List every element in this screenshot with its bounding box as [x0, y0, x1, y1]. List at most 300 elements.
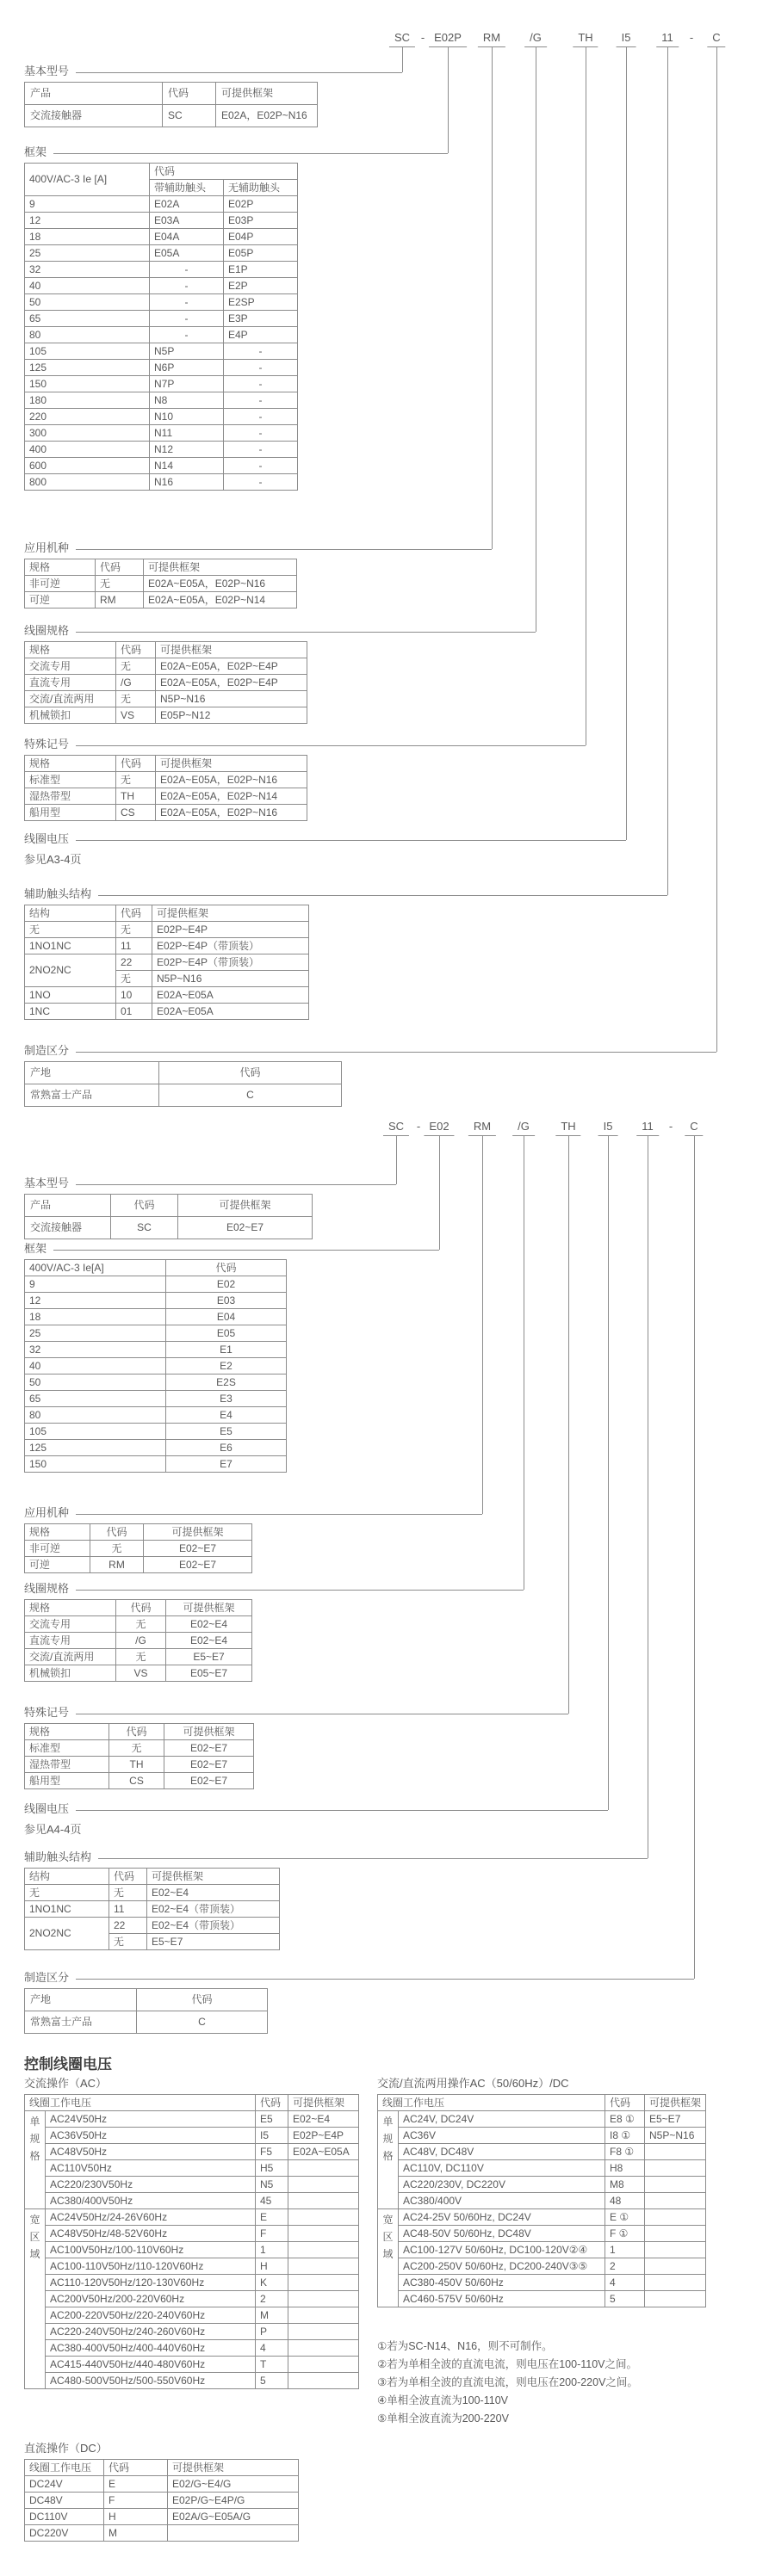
header-cell: 可提供框架 [216, 83, 318, 105]
table-row [25, 1309, 287, 1325]
table-cell: F [256, 2226, 288, 2242]
header-cell: 代码 [109, 1724, 164, 1740]
table-row [25, 2373, 359, 2389]
acdc-operation-block [377, 2078, 706, 2307]
table-cell: E04 [166, 1309, 287, 1325]
connector-line [396, 1136, 397, 1184]
header-cell: 代码 [116, 642, 156, 658]
table-cell: 可逆 [25, 1557, 90, 1573]
table-cell: 无 [25, 1885, 109, 1901]
table-cell: 01 [116, 1004, 152, 1020]
table-row [25, 1217, 313, 1239]
table-cell: AC24-25V 50/60Hz, DC24V [399, 2209, 605, 2226]
header-cell: 结构 [25, 1869, 109, 1885]
header-cell: 可提供框架 [178, 1195, 313, 1217]
table-cell: 1NO [25, 987, 116, 1004]
table-cell: E03A [150, 213, 224, 229]
model-code-segment: TH [555, 1120, 580, 1136]
header-cell: 代码 [104, 2460, 168, 2476]
header-cell: 线圈工作电压 [378, 2095, 605, 2111]
table-row [25, 1665, 252, 1682]
table-cell: 无 [96, 576, 144, 592]
footnote: ①若为SC-N14、N16，则不可制作。 [377, 2340, 553, 2352]
header-cell: 产地 [25, 1062, 159, 1084]
table-cell: 船用型 [25, 805, 116, 821]
table-row [25, 458, 298, 474]
connector-line [694, 1136, 695, 1979]
table-row [25, 1195, 313, 1217]
table-cell: 18 [25, 1309, 166, 1325]
table-cell: E02A~E05A，E02P~E4P [156, 675, 307, 691]
table-row [378, 2111, 706, 2128]
footnote: ②若为单相全波的直流电流，则电压在100-110V之间。 [377, 2358, 637, 2370]
header-cell: 可提供框架 [144, 559, 297, 576]
table-cell: E ① [605, 2209, 645, 2226]
table-row [25, 1260, 287, 1276]
table-row [25, 294, 298, 311]
header-cell: 规格 [25, 559, 96, 576]
header-cell: 可提供框架 [288, 2095, 359, 2111]
table-cell [645, 2226, 706, 2242]
table-row [25, 1004, 309, 1020]
table-cell: AC415-440V50Hz/440-480V60Hz [46, 2357, 256, 2373]
table-row [25, 1062, 342, 1084]
table-row [378, 2177, 706, 2193]
table-cell: AC220/230V, DC220V [399, 2177, 605, 2193]
block-label: 线圈电压 [24, 832, 70, 845]
table-row [25, 1276, 287, 1293]
header-cell: 线圈工作电压 [25, 2095, 256, 2111]
header-cell: 代码 [116, 905, 152, 922]
table-cell: E4 [166, 1407, 287, 1424]
connector-line [439, 1136, 440, 1250]
coil-voltage-note-2: 参见A4-4页 [24, 1823, 82, 1836]
table-row [25, 559, 297, 576]
table-row [25, 474, 298, 491]
special-mark-table-2 [24, 1723, 254, 1789]
block-label: 应用机种 [24, 1506, 70, 1519]
model-code-segment: I5 [617, 31, 636, 47]
table-cell: AC380-450V 50/60Hz [399, 2275, 605, 2291]
table-cell: - [224, 458, 298, 474]
table-cell: 12 [25, 1293, 166, 1309]
table-cell: E2 [166, 1358, 287, 1374]
table-row [25, 1325, 287, 1342]
table-row [378, 2226, 706, 2242]
header-cell: 产品 [25, 1195, 111, 1217]
table-cell: N14 [150, 458, 224, 474]
table-cell: 交流接触器 [25, 1217, 111, 1239]
table-cell: E02~E7 [164, 1757, 254, 1773]
table-cell: 11 [116, 938, 152, 954]
table-cell: E02A~E05A，E02P~N16 [144, 576, 297, 592]
table-cell: - [224, 360, 298, 376]
table-cell: AC110V, DC110V [399, 2160, 605, 2177]
table-cell: 800 [25, 474, 150, 491]
header-cell: 无辅助触头 [224, 180, 298, 196]
table-row [25, 938, 309, 954]
table-row [25, 2340, 359, 2357]
table-cell: E6 [166, 1440, 287, 1456]
table-row [378, 2209, 706, 2226]
table-row [25, 2525, 299, 2542]
table-cell: N5 [256, 2177, 288, 2193]
table-cell: TH [109, 1757, 164, 1773]
table-row [25, 360, 298, 376]
table-cell: VS [116, 707, 156, 724]
table-row [25, 1869, 280, 1885]
dc-operation-table [24, 2459, 299, 2542]
table-row [25, 2160, 359, 2177]
table-row [25, 592, 297, 608]
table-cell: AC48-50V 50/60Hz, DC48V [399, 2226, 605, 2242]
block-label: 交流操作（AC） [24, 2077, 108, 2090]
table-row [25, 1901, 280, 1918]
table-cell: 22 [109, 1918, 147, 1934]
table-cell: E1 [166, 1342, 287, 1358]
table-cell: AC110V50Hz [46, 2160, 256, 2177]
table-cell: 无 [109, 1934, 147, 1950]
table-cell: M8 [605, 2177, 645, 2193]
table-cell: E02A~E05A [152, 987, 309, 1004]
table-cell: 300 [25, 425, 150, 442]
table-cell: 机械锁扣 [25, 1665, 116, 1682]
table-cell: N7P [150, 376, 224, 392]
model-code-segment: /G [512, 1120, 535, 1136]
model-code-segment: C [707, 31, 725, 47]
table-cell: RM [90, 1557, 144, 1573]
header-cell: 代码 [111, 1195, 178, 1217]
table-cell: - [224, 376, 298, 392]
table-row [25, 2209, 359, 2226]
footnotes [377, 2338, 638, 2428]
table-cell: 18 [25, 229, 150, 245]
table-cell: 无 [109, 1885, 147, 1901]
table-cell: N11 [150, 425, 224, 442]
table-cell: 无 [116, 772, 156, 788]
table-cell: E2S [166, 1374, 287, 1391]
table-row [25, 278, 298, 294]
table-row [25, 164, 298, 180]
block-label: 线圈规格 [24, 624, 70, 637]
table-cell [645, 2160, 706, 2177]
model-code-segment: 11 [636, 1120, 659, 1136]
header-cell: 带辅助触头 [150, 180, 224, 196]
model-code-segment: /G [524, 31, 547, 47]
table-cell: E03 [166, 1293, 287, 1309]
table-cell: 48 [605, 2193, 645, 2209]
table-row [25, 1989, 268, 2011]
table-row [25, 2509, 299, 2525]
table-cell: 11 [109, 1901, 147, 1918]
table-cell: K [256, 2275, 288, 2291]
table-row [25, 1633, 252, 1649]
table-cell: F5 [256, 2144, 288, 2160]
table-cell: E04A [150, 229, 224, 245]
table-cell: E02P~E4P [152, 922, 309, 938]
table-cell: AC36V50Hz [46, 2128, 256, 2144]
table-cell: E5~E7 [147, 1934, 280, 1950]
table-cell: E5 [256, 2111, 288, 2128]
table-cell: E05 [166, 1325, 287, 1342]
table-cell: AC48V50Hz [46, 2144, 256, 2160]
table-cell: E02~E4 [166, 1633, 252, 1649]
table-cell: 5 [256, 2373, 288, 2389]
footnote: ④单相全波直流为100-110V [377, 2394, 508, 2406]
table-cell [288, 2275, 359, 2291]
table-row [25, 1885, 280, 1901]
table-row [25, 1342, 287, 1358]
header-cell: 400V/AC-3 Ie[A] [25, 1260, 166, 1276]
table-cell: 9 [25, 196, 150, 213]
header-cell: 规格 [25, 1724, 109, 1740]
table-cell [288, 2291, 359, 2307]
table-row [25, 105, 318, 127]
table-cell: - [224, 392, 298, 409]
table-cell: DC24V [25, 2476, 104, 2493]
block-label: 辅助触头结构 [24, 1850, 92, 1863]
table-cell: E5~E7 [645, 2111, 706, 2128]
table-cell: - [224, 442, 298, 458]
table-cell: 125 [25, 360, 150, 376]
table-cell: E02~E7 [164, 1740, 254, 1757]
block-label: 框架 [24, 145, 47, 158]
table-row [25, 311, 298, 327]
block-label: 制造区分 [24, 1971, 70, 1984]
table-cell: 船用型 [25, 1773, 109, 1789]
table-row [25, 343, 298, 360]
connector-line [608, 1136, 609, 1810]
manufacture-table-2 [24, 1988, 268, 2034]
table-cell: AC380/400V50Hz [46, 2193, 256, 2209]
table-cell: E02~E4 [288, 2111, 359, 2128]
table-cell: E7 [166, 1456, 287, 1473]
basic-model-table-1 [24, 82, 318, 127]
table-cell: AC48V, DC48V [399, 2144, 605, 2160]
block-label: 交流/直流两用操作AC（50/60Hz）/DC [377, 2077, 569, 2090]
table-cell: H8 [605, 2160, 645, 2177]
table-cell: E02~E7 [144, 1541, 252, 1557]
table-cell: RM [96, 592, 144, 608]
table-cell: P [256, 2324, 288, 2340]
table-cell: N5P~N16 [152, 971, 309, 987]
table-cell: N5P [150, 343, 224, 360]
table-cell: N10 [150, 409, 224, 425]
table-row [25, 1740, 254, 1757]
dc-operation-block [24, 2443, 299, 2542]
table-row [25, 1407, 287, 1424]
table-row [25, 1424, 287, 1440]
table-cell: AC220/230V50Hz [46, 2177, 256, 2193]
header-cell: 代码 [90, 1524, 144, 1541]
table-cell: 150 [25, 1456, 166, 1473]
table-cell: 交流接触器 [25, 105, 163, 127]
table-cell: AC200V50Hz/200-220V60Hz [46, 2291, 256, 2307]
section-heading: 控制线圈电压 [24, 2056, 112, 2073]
table-cell: E02A~E05A，E02P~N14 [144, 592, 297, 608]
model-code-segment: - [689, 31, 694, 44]
table-cell: N5P~N16 [156, 691, 307, 707]
table-cell: AC48V50Hz/48-52V60Hz [46, 2226, 256, 2242]
table-cell: 交流专用 [25, 1616, 116, 1633]
aux-contact-table-2 [24, 1868, 280, 1950]
header-cell: 可提供框架 [156, 642, 307, 658]
table-cell: 1NC [25, 1004, 116, 1020]
header-cell: 代码 [137, 1989, 268, 2011]
table-cell [288, 2307, 359, 2324]
table-row [25, 392, 298, 409]
table-cell [645, 2209, 706, 2226]
table-cell: 单规格 [378, 2111, 399, 2209]
coil-voltage-note-1: 参见A3-4页 [24, 853, 82, 866]
model-code-strip-1 [0, 31, 775, 50]
s1-aux-contact-block [24, 888, 309, 1020]
table-cell: E3P [224, 311, 298, 327]
model-code-segment: TH [573, 31, 598, 47]
header-cell: 规格 [25, 1600, 116, 1616]
table-cell [645, 2177, 706, 2193]
table-cell: E02/G~E4/G [168, 2476, 299, 2493]
table-cell: 无 [25, 922, 116, 938]
table-cell: 65 [25, 1391, 166, 1407]
table-cell: 1NO1NC [25, 1901, 109, 1918]
header-cell: 代码 [109, 1869, 147, 1885]
table-cell: 2 [256, 2291, 288, 2307]
table-cell [288, 2226, 359, 2242]
connector-line [482, 1136, 483, 1514]
table-cell: 600 [25, 458, 150, 474]
coil-spec-table-2 [24, 1599, 252, 1682]
table-row [378, 2160, 706, 2177]
model-code-segment: RM [468, 1120, 496, 1136]
table-cell: E02P~E4P（带顶装） [152, 954, 309, 971]
table-cell: C [137, 2011, 268, 2034]
table-cell [288, 2373, 359, 2389]
table-cell: 10 [116, 987, 152, 1004]
s1-basic-model-block [24, 65, 318, 127]
table-cell: 交流/直流两用 [25, 1649, 116, 1665]
table-cell: SC [163, 105, 216, 127]
table-cell: H5 [256, 2160, 288, 2177]
table-cell: N8 [150, 392, 224, 409]
table-row [25, 1084, 342, 1107]
model-code-segment: E02P [429, 31, 467, 47]
table-cell: C [159, 1084, 342, 1107]
table-cell: - [224, 409, 298, 425]
table-cell: 机械锁扣 [25, 707, 116, 724]
block-label: 辅助触头结构 [24, 887, 92, 900]
s1-application-block [24, 542, 297, 608]
table-cell: SC [111, 1217, 178, 1239]
table-cell: 40 [25, 1358, 166, 1374]
table-cell: 可逆 [25, 592, 96, 608]
table-cell: E5 [166, 1424, 287, 1440]
table-cell: 50 [25, 294, 150, 311]
table-cell: 1 [256, 2242, 288, 2258]
frame-table-2 [24, 1259, 287, 1473]
block-label: 线圈规格 [24, 1582, 70, 1595]
table-cell: E02A [150, 196, 224, 213]
table-cell: E [104, 2476, 168, 2493]
header-cell: 代码 [116, 756, 156, 772]
table-cell: AC460-575V 50/60Hz [399, 2291, 605, 2307]
table-cell: 125 [25, 1440, 166, 1456]
header-cell: 代码 [96, 559, 144, 576]
table-row [25, 376, 298, 392]
table-row [25, 425, 298, 442]
header-cell: 规格 [25, 756, 116, 772]
table-cell: M [256, 2307, 288, 2324]
header-cell: 代码 [116, 1600, 166, 1616]
table-cell: 400 [25, 442, 150, 458]
special-mark-table-1 [24, 755, 307, 821]
table-row [25, 1391, 287, 1407]
table-cell [645, 2242, 706, 2258]
table-row [25, 1757, 254, 1773]
table-row [25, 772, 307, 788]
table-cell: 无 [116, 1616, 166, 1633]
connector-line [716, 47, 717, 1052]
footnote: ③若为单相全波的直流电流，则电压在200-220V之间。 [377, 2376, 638, 2388]
table-row [378, 2193, 706, 2209]
table-cell [645, 2275, 706, 2291]
table-cell: E05~E7 [166, 1665, 252, 1682]
table-cell: 无 [116, 691, 156, 707]
table-cell: 1NO1NC [25, 938, 116, 954]
table-cell: 25 [25, 245, 150, 262]
model-code-segment: - [416, 1120, 421, 1133]
manufacture-table-1 [24, 1061, 342, 1107]
table-cell: /G [116, 675, 156, 691]
model-code-segment: 11 [656, 31, 679, 47]
table-cell: 无 [90, 1541, 144, 1557]
table-cell: E02~E7 [178, 1217, 313, 1239]
table-row [25, 658, 307, 675]
table-cell: E2P [224, 278, 298, 294]
table-cell: /G [116, 1633, 166, 1649]
table-row [378, 2258, 706, 2275]
table-cell: - [224, 343, 298, 360]
table-cell: CS [109, 1773, 164, 1789]
table-row [25, 922, 309, 938]
table-cell: M [104, 2525, 168, 2542]
s2-coil-spec-block [24, 1583, 252, 1682]
model-code-segment: E02 [424, 1120, 454, 1136]
table-cell: 2NO2NC [25, 1918, 109, 1950]
table-cell: E02A，E02P~N16 [216, 105, 318, 127]
table-cell: AC24V, DC24V [399, 2111, 605, 2128]
header-cell: 产品 [25, 83, 163, 105]
block-label: 应用机种 [24, 541, 70, 554]
table-row [25, 1541, 252, 1557]
s2-frame-block [24, 1243, 287, 1473]
connector-line [76, 1810, 608, 1811]
table-row [25, 1524, 252, 1541]
table-cell: - [150, 327, 224, 343]
table-cell: N16 [150, 474, 224, 491]
table-cell: 105 [25, 343, 150, 360]
table-cell: N6P [150, 360, 224, 376]
connector-line [667, 47, 668, 895]
table-row [25, 196, 298, 213]
table-cell: E02 [166, 1276, 287, 1293]
connector-line [568, 1136, 569, 1714]
table-cell: 交流/直流两用 [25, 691, 116, 707]
table-row [25, 2493, 299, 2509]
table-cell [288, 2340, 359, 2357]
header-cell: 线圈工作电压 [25, 2460, 104, 2476]
table-row [378, 2242, 706, 2258]
